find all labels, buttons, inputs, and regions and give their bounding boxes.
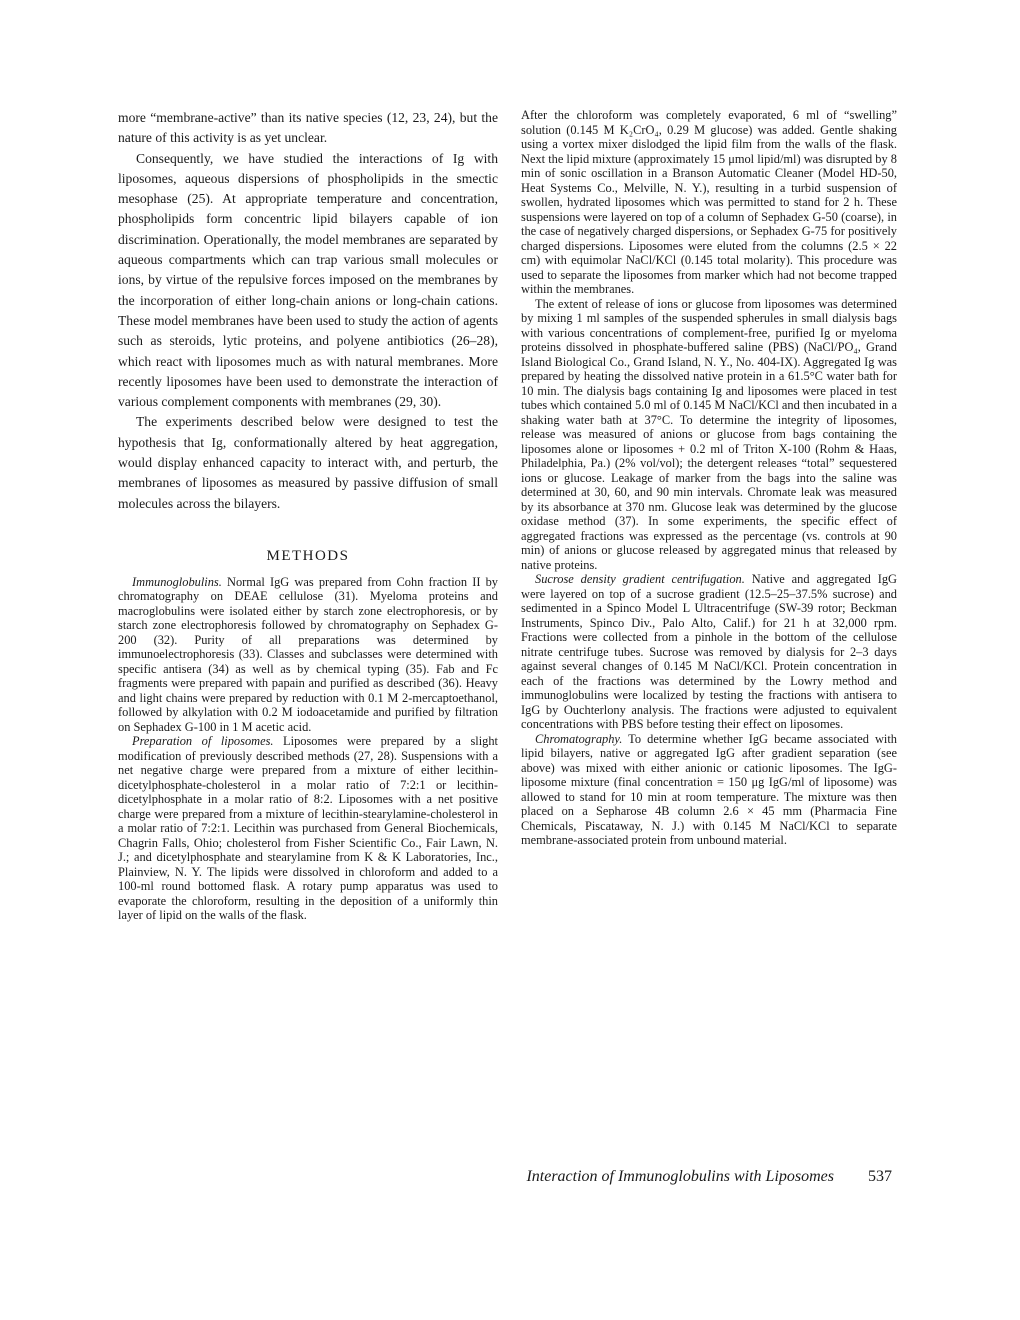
left-column: [118, 108, 498, 923]
methods-heading: METHODS: [266, 547, 350, 564]
immunoglobulins-paragraph: [118, 575, 498, 735]
sucrose-gradient-run-head: Sucrose density gradient centrifugation.: [535, 572, 745, 586]
introduction: [118, 108, 498, 514]
immunoglobulins-run-head: Immunoglobulins.: [132, 574, 222, 589]
chromatography-paragraph: [521, 732, 897, 848]
liposome-prep-run-head: Preparation of liposomes.: [132, 734, 274, 749]
liposome-prep-text: Liposomes were prepared by a slight modification of previously described methods (27, 28). Suspensions with a net negative charge were prepared from a mixture of either lecithin-dicetylphosphate-cholesterol in a molar ratio of 7:2:1 or lecithin-dicetylphosphate in a molar ratio of 8:2. Liposomes with a net positive charge were prepared from a mixture of lecithin-stearylamine-cholesterol in a molar ratio of 7:2:1. Lecithin was purchased from General Biochemicals, Chagrin Falls, Ohio; cholesterol from Fisher Scientific Co., Fair Lawn, N. J.; and dicetylphosphate and stearylamine from K & K Laboratories, Inc., Plainview, N. Y. The lipids were dissolved in chloroform and added to a 100-ml round bottomed flask. A rotary pump apparatus was used to evaporate the chloroform, resulting in the deposition of a uniformly thin layer of lipid on the walls of the flask.: [118, 734, 499, 923]
immunoglobulins-text: Normal IgG was prepared from Cohn fraction II by chromatography on DEAE cellulose (31). Myeloma proteins and macroglobulins were isolated either by starch zone electrophoresis, or by starch zone electrophoresis followed by chromatography on Sephadex G-200 (32). Purity of all preparations was determined by immunoelectrophoresis (33). Classes and subclasses were determined with specific antisera (34) as well as by chemical typing (35). Fab and Fc fragments were prepared with papain and purified as described (36). Heavy and light chains were prepared by reduction with 0.1 M 2-mercaptoethanol, followed by alkylation with 0.2 M iodoacetamide and purified by filtration on Sephadex G-100 in 1 M acetic acid.: [118, 574, 498, 734]
chromatography-text: To determine whether IgG became associated with lipid bilayers, native or aggregated IgG after gradient separation (see above) was mixed with either anionic or cationic liposomes. The IgG-liposome mixture (final concentration = 150 μg IgG/ml of liposome) was allowed to stand for 10 min at room temperature. The mixture was then placed on a Sepharose 4B column 2.6 × 45 mm (Pharmacia Fine Chemicals, Piscataway, N. J.) with 0.145 M NaCl/KCl to separate membrane-associated protein from unbound material.: [521, 731, 897, 847]
right-column: [521, 108, 897, 848]
liposome-prep-continued: After the chloroform was completely evaporated, 6 ml of “swelling” solution (0.145 M K₂CrO₄, 0.29 M glucose) was added. Gentle shaking using a vortex mixer dislodged the lipid film from the walls of the flask. Next the lipid mixture (approximately 15 μmol lipid/ml) was disrupted by 8 min of sonic oscillation in a Branson Automatic Cleaner (Model HD-50, Heat Systems Co., Melville, N. Y.), resulting in a turbid suspension of swollen, hydrated liposomes which was permitted to stand for 2 h. These suspensions were layered on top of a column of Sephadex G-50 (coarse), in the case of negatively charged dispersions, or Sephadex G-75 for positively charged dispersions. Liposomes were eluted from the columns (2.5 × 22 cm) with equimolar NaCl/KCl (0.145 total molarity). This procedure was used to separate the liposomes from marker which had not become trapped within the membranes.: [521, 108, 897, 296]
page-number: 537: [868, 1168, 892, 1185]
liposome-prep-paragraph: [118, 734, 498, 923]
page-footer: [526, 1168, 892, 1186]
intro-paragraph-3: The experiments described below were designed to test the hypothesis that Ig, conformationally altered by heat aggregation, would display enhanced capacity to interact with, and perturb, the membranes of liposomes as measured by passive diffusion of small molecules across the bilayers.: [118, 414, 498, 511]
sucrose-gradient-paragraph: [521, 572, 897, 732]
running-title: Interaction of Immunoglobulins with Liposomes: [526, 1168, 834, 1185]
intro-paragraph-1: more “membrane-active” than its native species (12, 23, 24), but the nature of this activity is as yet unclear.: [118, 110, 498, 146]
methods-section: [118, 575, 498, 923]
sucrose-gradient-text: Native and aggregated IgG were layered on top of a sucrose gradient (12.5–25–37.5% sucrose) and sedimented in a Spinco Model L Ultracentrifuge (SW-39 rotor; Beckman Instruments, Spinco Div., Palo Alto, Calif.) for 21 h at 32,000 rpm. Fractions were collected from a pinhole in the bottom of the cellulose nitrate centrifuge tubes. Sucrose was removed by dialysis for 2–3 days against several changes of 0.145 M NaCl/KCl. Protein concentration in each of the fractions was determined by the Lowry method and immunoglobulins were localized by testing the fractions with antisera to IgG by Ouchterlony analysis. The fractions were adjusted to equivalent concentrations with PBS before testing their effect on liposomes.: [521, 572, 897, 731]
chromatography-run-head: Chromatography.: [535, 731, 623, 746]
release-assay-paragraph: The extent of release of ions or glucose from liposomes was determined by mixing 1 ml samples of the suspended spherules in small dialysis bags with various concentrations of complement-free, purified Ig or myeloma proteins dissolved in phosphate-buffered saline (PBS) (NaCl/PO₄, Grand Island Biological Co., Grand Island, N. Y., No. 404-IX). Aggregated Ig was prepared by heating the dissolved native protein in a 61.5°C water bath for 10 min. The dialysis bags containing Ig and liposomes were placed in test tubes which contained 5.0 ml of 0.145 M NaCl/KCl and then incubated in a shaking water bath at 37°C. To determine the integrity of liposomes, release was measured of anions or glucose from bags containing the liposomes alone or liposomes + 0.2 ml of Triton X-100 (Rohm & Haas, Philadelphia, Pa.) (2% vol/vol); the detergent releases “total” sequestered ions or glucose. Leakage of marker from the bags into the saline was determined at 30, 60, and 90 min intervals. Chromate leak was measured by its absorbance at 370 nm. Glucose leak was determined by the glucose oxidase method (37). In some experiments, the specific effect of aggregated fractions was expressed as the percentage (vs. controls at 90 min) of anions or glucose released by aggregated minus that released by native proteins.: [521, 296, 897, 572]
intro-paragraph-2: Consequently, we have studied the interactions of Ig with liposomes, aqueous dispersions of phospholipids in the smectic mesophase (25). At appropriate temperature and concentration, phospholipids form concentric lipid bilayers capable of ion discrimination. Operationally, the model membranes are separated by aqueous compartments which can trap various small molecules or ions, by virtue of the repulsive forces imposed on the membranes by the incorporation of either long-chain anions or long-chain cations. These model membranes have been used to study the action of agents such as steroids, lytic proteins, and polyene antibiotics (26–28), which react with liposomes much as with natural membranes. More recently liposomes have been used to demonstrate the interaction of various complement components with membranes (29, 30).: [118, 150, 498, 410]
